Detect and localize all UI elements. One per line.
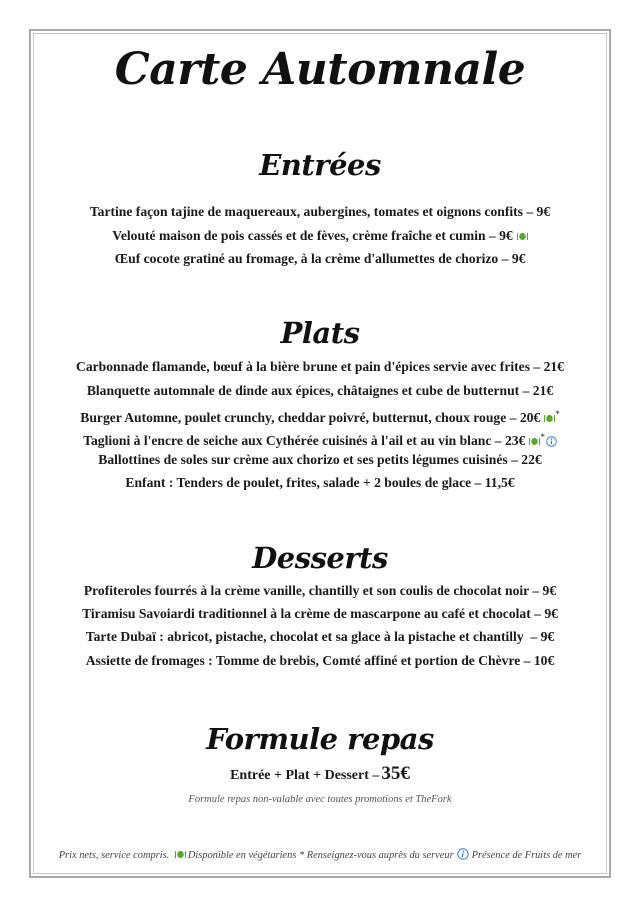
menu-item: Œuf cocote gratiné au fromage, à la crème d'allumettes de chorizo – 9€ <box>114 251 526 266</box>
menu-item: Assiette de fromages : Tomme de brebis, Comté affiné et portion de Chèvre – 10€ <box>85 653 555 668</box>
section-heading-entrees: Entrées <box>259 148 381 182</box>
section-heading-plats: Plats <box>280 316 360 350</box>
menu-item: Tartine façon tajine de maquereaux, aubergines, tomates et oignons confits – 9€ <box>89 204 551 219</box>
vegetarian-plate-icon <box>517 232 528 241</box>
prices-note: Prix nets, service compris. <box>58 850 170 861</box>
ask-server-mark: * <box>555 409 560 419</box>
vegetarian-legend: Disponible en végétariens <box>187 850 297 861</box>
menu-item: Enfant : Tenders de poulet, frites, salade + 2 boules de glace – 11,5€ <box>125 475 515 490</box>
menu-item: Tarte Dubaï : abricot, pistache, chocolat et sa glace à la pistache et chantilly – 9€ <box>85 629 555 644</box>
info-circle-icon <box>546 436 557 447</box>
vegetarian-plate-icon <box>544 414 555 423</box>
section-heading-desserts: Desserts <box>252 541 388 575</box>
menu-item: Burger Automne, poulet crunchy, cheddar poivré, butternut, choux rouge – 20€ * <box>80 409 560 425</box>
seafood-legend: Présence de Fruits de mer <box>471 850 582 861</box>
menu-item: Taglioni à l'encre de seiche aux Cythérée cuisinés à l'ail et au vin blanc – 23€ * <box>0 428 640 450</box>
page-title: Carte Automnale <box>114 44 526 95</box>
ask-server-mark: * <box>540 432 545 442</box>
formule-price: 35€ <box>381 763 410 784</box>
ask-server-legend: * Renseignez-vous auprès du serveur <box>298 850 454 861</box>
vegetarian-plate-icon <box>175 850 186 859</box>
menu-item: Blanquette automnale de dinde aux épices, châtaignes et cube de butternut – 21€ <box>86 383 554 398</box>
menu-item: Velouté maison de pois cassés et de fèves, crème fraîche et cumin – 9€ <box>0 227 640 245</box>
info-circle-icon <box>457 848 469 860</box>
menu-item: Tiramisu Savoiardi traditionnel à la crème de mascarpone au café et chocolat – 9€ <box>82 606 558 621</box>
menu-item: Carbonnade flamande, bœuf à la bière brune et pain d'épices servie avec frites – 21€ <box>76 359 564 374</box>
section-heading-formule: Formule repas <box>206 722 434 756</box>
menu-item: Profiteroles fourrés à la crème vanille, chantilly et son coulis de chocolat noir – 9€ <box>83 583 557 598</box>
vegetarian-plate-icon <box>529 437 540 446</box>
footer-legend <box>0 848 640 861</box>
menu-item: Ballottines de soles sur crème aux chorizo et ses petits légumes cuisinés – 22€ <box>98 452 542 467</box>
formule-note: Formule repas non-valable avec toutes promotions et TheFork <box>188 794 452 805</box>
formule-combo: Entrée + Plat + Dessert – 35€ <box>230 763 410 784</box>
